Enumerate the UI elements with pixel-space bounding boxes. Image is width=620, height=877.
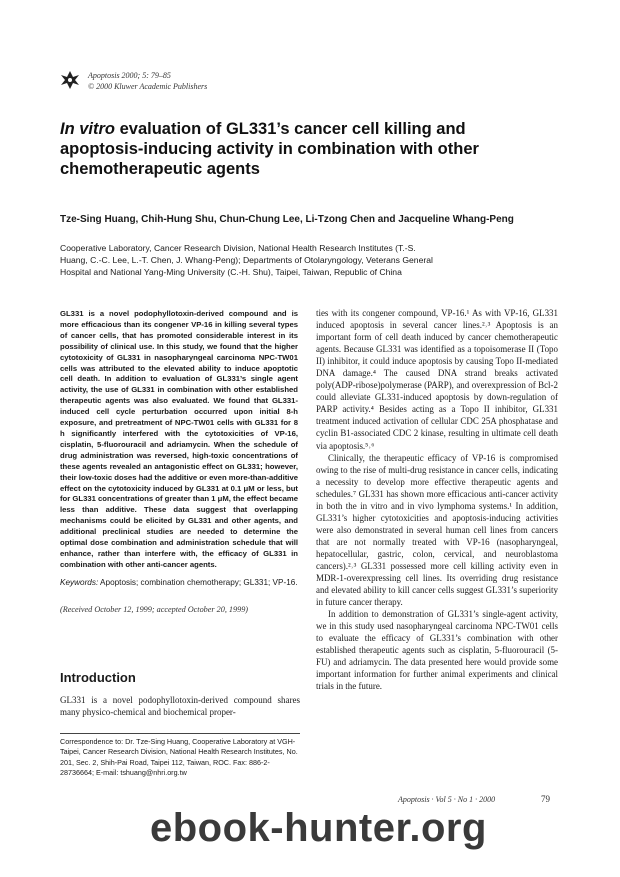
page-number: 79 bbox=[541, 794, 550, 804]
copyright-line: © 2000 Kluwer Academic Publishers bbox=[88, 82, 208, 91]
title-rest: evaluation of GL331’s cancer cell killing and apoptosis-inducing activity in combination with other chemotherapeutic agents bbox=[60, 120, 479, 178]
publisher-logo-icon bbox=[60, 69, 80, 91]
section-heading-introduction: Introduction bbox=[60, 670, 136, 685]
authors: Tze-Sing Huang, Chih-Hung Shu, Chun-Chung Lee, Li-Tzong Chen and Jacqueline Whang-Peng bbox=[60, 214, 514, 225]
keywords-label: Keywords: bbox=[60, 578, 99, 587]
body-paragraph: Clinically, the therapeutic efficacy of VP-16 is compromised owing to the rise of multi-drug resistance in cancer cells, indicating a necessity to develop more effective therapeutic agents and schedules.⁷ GL331 has shown more efficacious anti-cancer activity in both the in vitro and in vivo lymphoma systems.¹ In addition, GL331’s higher cytotoxicities and apoptosis-inducing activities were also demonstrated in several human cell lines from cancers that are not normally treated with VP-16 (nasopharyngeal, hepatocellular, gastric, colon, cervical, and neuroblastoma cancers).²˒³ GL331 possessed more cell killing activity even in MDR-1-overexpressing cell lines. Its overriding drug resistance and elevated ability to kill cancer cells suggest GL331’s superiority in future cancer therapy. bbox=[316, 452, 558, 608]
running-footer: Apoptosis · Vol 5 · No 1 · 2000 bbox=[398, 795, 496, 804]
intro-paragraph: GL331 is a novel podophyllotoxin-derived compound shares many physico-chemical and biochemical proper- bbox=[60, 695, 300, 717]
article-title bbox=[60, 119, 530, 179]
affiliation: Cooperative Laboratory, Cancer Research Division, National Health Research Institutes (T.-S. Huang, C.-C. Lee, L.-T. Chen, J. Whang-Peng); Departments of Otolaryngology, Veterans General Hospital and National Yang-Ming University (C.-H. Shu), Taipei, Taiwan, Republic of China bbox=[60, 243, 433, 277]
keywords bbox=[60, 577, 298, 588]
title-italic: In vitro bbox=[60, 120, 116, 138]
abstract: GL331 is a novel podophyllotoxin-derived compound and is more efficacious than its congener VP-16 in killing several types of cancer cells, that has promoted considerable interest in its possibility of clinical use. In this study, we found that the higher cytotoxicity of GL331 in nasopharyngeal carcinoma NPC-TW01 cells was attributed to the elevated ability to induce apoptotic cell death. In addition to evaluation of GL331’s single agent activity, the use of GL331 in combination with other established therapeutic agents was also evaluated. We found that GL331-induced cell cycle perturbation occurred upon initial 8-h exposure, and pretreatment of NPC-TW01 cells with GL331 for 8 h significantly interfered with the cytotoxicities of VP-16, cisplatin, 5-fluorouracil and adriamycin. When the schedule of drug administration was reversed, high-toxic concentrations of these agents revealed an antagonistic effect on GL331; however, their low-toxic doses had the additive or even more-than-additive effect on the cytotoxicity induced by GL331 at 0.1 μM or less, but for GL331 concentrations of greater than 1 μM, the effect became less than additive. These data suggest that overlapping mechanisms could be elicited by GL331 and other agents, and additional preclinical studies are needed to determine the optimal dose combination and administration schedule that will enhance, rather than interfere with, the efficacy of GL331 in combination with other anti-cancer agents. bbox=[60, 309, 298, 569]
watermark: ebook-hunter.org bbox=[150, 806, 487, 850]
journal-line: Apoptosis 2000; 5: 79–85 bbox=[88, 71, 171, 80]
received-dates: (Received October 12, 1999; accepted October 20, 1999) bbox=[60, 605, 249, 614]
footnote-rule bbox=[60, 733, 300, 734]
keywords-text: Apoptosis; combination chemotherapy; GL331; VP-16. bbox=[98, 578, 298, 587]
body-column-right bbox=[316, 307, 558, 693]
correspondence-footnote: Correspondence to: Dr. Tze-Sing Huang, Cooperative Laboratory at VGH-Taipei, Cancer Research Division, National Health Research Institutes, No. 201, Sec. 2, Shih-Pai Road, Taipei 112, Taiwan, ROC. Fax: 886-2-28736664; E-mail: tshuang@nhri.org.tw bbox=[60, 737, 298, 777]
body-paragraph: In addition to demonstration of GL331’s single-agent activity, we in this study used nasopharyngeal carcinoma NPC-TW01 cells to evaluate the efficacy of GL331’s combination with other established therapeutic agents such as cisplatin, 5-fluorouracil (5-FU) and adriamycin. The data presented here would provide some important information for further animal experiments and clinical trials in the future. bbox=[316, 609, 558, 692]
body-paragraph: ties with its congener compound, VP-16.¹ As with VP-16, GL331 induced apoptosis in several cancer lines.²˒³ Apoptosis is an important form of cell death induced by cancer chemotherapeutic agents. Because GL331 was identified as a topoisomerase II (Topo II) inhibitor, it could induce apoptosis by causing Topo II-mediated DNA damage.⁴ The caused DNA strand breaks activated poly(ADP-ribose)polymerase (PARP), and overexpression of Bcl-2 could alleviate GL331-induced apoptosis by down-regulation of PARP activity.⁴ Besides acting as a Topo II inhibitor, GL331 treatment induced activation of cellular CDC 25A phosphatase and cyclin B1-associated CDC 2 kinase, resulting in ultimate cell death via apoptosis.⁵˒⁶ bbox=[316, 308, 558, 451]
journal-citation bbox=[88, 70, 207, 92]
